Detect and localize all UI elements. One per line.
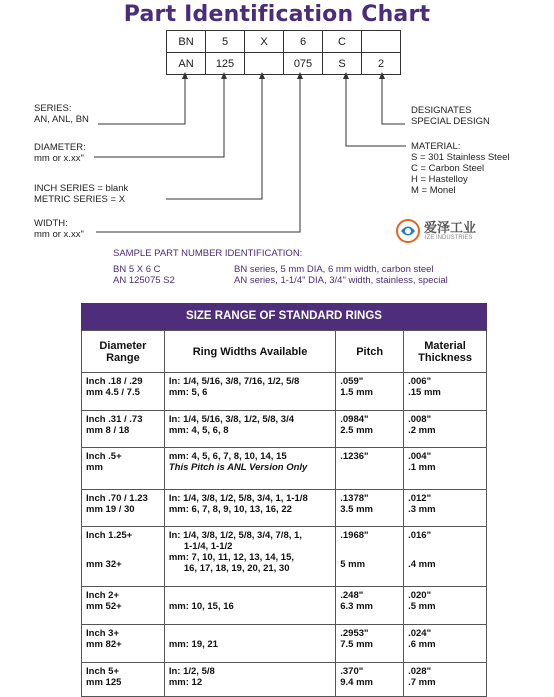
page-title: Part Identification Chart [123,2,431,27]
pitch-mm: 7.5 mm [340,639,373,650]
material-label [411,141,510,196]
widths-cell [164,411,335,448]
pitch-mm: 3.5 mm [340,504,373,515]
dia-mm: mm 125 [86,677,122,688]
thickness-cell [404,663,487,697]
column-header-pitch: Pitch [336,331,404,373]
dia-inch: Inch .5+ [86,451,122,462]
diameter-label-value: mm or x.xx" [34,153,84,164]
thickness-mm: .4 mm [408,559,436,570]
pitch-mm: 1.5 mm [340,387,373,398]
widths-line: mm: 12 [168,677,203,688]
thickness-inch: .016" [408,530,432,541]
series-label-title: SERIES: [34,103,72,114]
widths-line: mm: 4, 5, 6, 8 [168,425,229,436]
thickness-mm: .3 mm [408,504,436,515]
widths-line: mm: 6, 7, 8, 9, 10, 13, 16, 22 [168,504,292,515]
material-option: M = Monel [411,185,456,196]
dia-inch: Inch 2+ [86,590,119,601]
thickness-cell [404,373,487,411]
thickness-inch: .028" [408,666,432,677]
pitch-mm: 9.4 mm [340,677,373,688]
pitch-mm: 5 mm [340,559,366,570]
dia-mm: mm 19 / 30 [86,504,135,515]
table-row [82,625,487,663]
dia-mm: mm 52+ [86,601,122,612]
dia-mm: mm 4.5 / 7.5 [86,387,140,398]
thickness-cell [404,448,487,490]
widths-line: 16, 17, 18, 19, 20, 21, 30 [183,563,290,574]
table-row [82,490,487,527]
diameter-cell [82,490,165,527]
dia-inch: Inch .31 / .73 [86,414,143,425]
code-cell: 6 [284,31,323,53]
inch-series-text: INCH SERIES = blank [34,183,129,194]
pitch-cell [336,587,404,625]
pitch-inch: .248" [340,590,364,601]
widths-cell [164,587,335,625]
code-cell: 075 [284,53,323,75]
arrow-icon [343,72,349,79]
logo-subtitle: IZE INDUSTRIES [425,235,473,241]
pitch-cell [336,490,404,527]
widths-line: mm: 10, 15, 16 [168,601,234,612]
sample-desc-2: AN series, 1-1/4" DIA, 3/4" width, stainless, special [234,275,448,286]
code-cell: BN [167,31,206,53]
table-header-row [82,331,487,373]
thickness-cell [404,587,487,625]
arrow-icon [221,72,227,79]
thickness-inch: .012" [408,493,432,504]
dia-mm: mm 8 / 18 [86,425,130,436]
designates-label [411,105,490,127]
metric-series-text: METRIC SERIES = X [34,194,126,205]
inch-series-label [34,183,128,205]
pitch-cell [336,373,404,411]
diameter-label [34,142,86,164]
table-row [82,373,487,411]
pitch-cell [336,448,404,490]
sample-heading: SAMPLE PART NUMBER IDENTIFICATION: [113,248,303,259]
company-logo [396,217,506,247]
code-cell: 5 [206,31,245,53]
pitch-cell [336,663,404,697]
column-header-widths: Ring Widths Available [164,331,335,373]
widths-cell [164,448,335,490]
designates-leader [382,76,405,124]
material-title: MATERIAL: [411,141,461,152]
pitch-inch: .1968" [340,530,369,541]
pitch-cell [336,411,404,448]
dia-inch: Inch 1.25+ [86,530,133,541]
code-cell: X [245,31,284,53]
logo-mark-icon [396,219,420,243]
widths-line: mm: 19, 21 [168,639,218,650]
column-header-thickness: Material Thickness [404,331,487,373]
size-range-header: SIZE RANGE OF STANDARD RINGS [81,303,487,330]
thickness-mm: .5 mm [408,601,436,612]
thickness-mm: .2 mm [408,425,436,436]
table-row [82,587,487,625]
width-label [34,218,84,240]
thickness-inch: .008" [408,414,432,425]
dia-mm: mm 82+ [86,639,122,650]
arrow-icon [297,72,303,79]
series-label-value: AN, ANL, BN [34,114,89,125]
pitch-inch: .2953" [340,628,369,639]
arrow-icon [182,72,188,79]
pitch-inch: .1378" [340,493,369,504]
table-row [82,411,487,448]
widths-line: In: 1/4, 5/16, 3/8, 7/16, 1/2, 5/8 [168,376,300,387]
thickness-cell [404,411,487,448]
widths-line: In: 1/4, 3/8, 1/2, 5/8, 3/4, 1, 1-1/8 [168,493,308,504]
thickness-inch: .004" [408,451,432,462]
material-option: H = Hastelloy [411,174,468,185]
code-cell: C [323,31,362,53]
widths-cell [164,373,335,411]
code-cell: AN [167,53,206,75]
diameter-leader [94,76,224,157]
logo-name: 爱泽工业 [424,220,477,235]
arrow-icon [259,72,265,79]
pitch-cell [336,625,404,663]
diameter-cell [82,373,165,411]
column-header-diameter: Diameter Range [82,331,165,373]
widths-line: mm: 7, 10, 11, 12, 13, 14, 15, [168,552,295,563]
table-row [82,448,487,490]
pitch-cell [336,527,404,587]
width-label-value: mm or x.xx" [34,229,84,240]
table-row [82,663,487,697]
sample-code-1: BN 5 X 6 C [113,264,161,275]
thickness-mm: .6 mm [408,639,436,650]
diameter-cell [82,587,165,625]
diameter-cell [82,527,165,587]
dia-mm: mm 32+ [86,559,122,570]
thickness-cell [404,527,487,587]
thickness-inch: .024" [408,628,432,639]
pitch-inch: .059" [340,376,364,387]
widths-cell [164,663,335,697]
code-cell: 125 [206,53,245,75]
widths-cell [164,625,335,663]
widths-line: mm: 5, 6 [168,387,208,398]
anl-note: This Pitch is ANL Version Only [168,462,308,473]
thickness-inch: .020" [408,590,432,601]
material-leader [346,76,406,146]
width-label-title: WIDTH: [34,218,68,229]
dia-inch: Inch .70 / 1.23 [86,493,148,504]
widths-line: In: 1/4, 3/8, 1/2, 5/8, 3/4, 7/8, 1, [168,530,302,541]
widths-cell [164,527,335,587]
thickness-mm: .7 mm [408,677,436,688]
pitch-inch: .370" [340,666,364,677]
size-range-table [81,330,487,697]
diameter-label-title: DIAMETER: [34,142,86,153]
pitch-mm: 6.3 mm [340,601,373,612]
inch-series-leader [166,76,262,199]
pitch-mm: 2.5 mm [340,425,373,436]
thickness-mm: .15 mm [408,387,441,398]
thickness-mm: .1 mm [408,462,436,473]
widths-line: mm: 4, 5, 6, 7, 8, 10, 14, 15 [168,451,287,462]
thickness-cell [404,490,487,527]
table-row [82,527,487,587]
widths-line: 1-1/4, 1-1/2 [183,541,233,552]
material-option: C = Carbon Steel [411,163,485,174]
diameter-cell [82,663,165,697]
code-cell: S [323,53,362,75]
dia-inch: Inch .18 / .29 [86,376,143,387]
width-leader [96,76,300,232]
diameter-cell [82,411,165,448]
sample-desc-1: BN series, 5 mm DIA, 6 mm width, carbon steel [234,264,434,275]
diameter-cell [82,625,165,663]
thickness-cell [404,625,487,663]
dia-inch: Inch 3+ [86,628,119,639]
special-design-text: SPECIAL DESIGN [411,116,490,127]
widths-line: In: 1/4, 5/16, 3/8, 1/2, 5/8, 3/4 [168,414,295,425]
thickness-inch: .006" [408,376,432,387]
code-cell: 2 [362,53,401,75]
dia-inch: Inch 5+ [86,666,119,677]
series-label [34,103,89,125]
sample-code-2: AN 125075 S2 [113,275,175,286]
widths-cell [164,490,335,527]
arrow-icon [379,72,385,79]
dia-mm: mm [86,462,103,473]
diameter-cell [82,448,165,490]
series-leader [98,76,185,124]
designates-text: DESIGNATES [411,105,472,116]
widths-line: In: 1/2, 5/8 [168,666,215,677]
material-option: S = 301 Stainless Steel [411,152,510,163]
pitch-inch: .0984" [340,414,369,425]
pitch-inch: .1236" [340,451,369,462]
